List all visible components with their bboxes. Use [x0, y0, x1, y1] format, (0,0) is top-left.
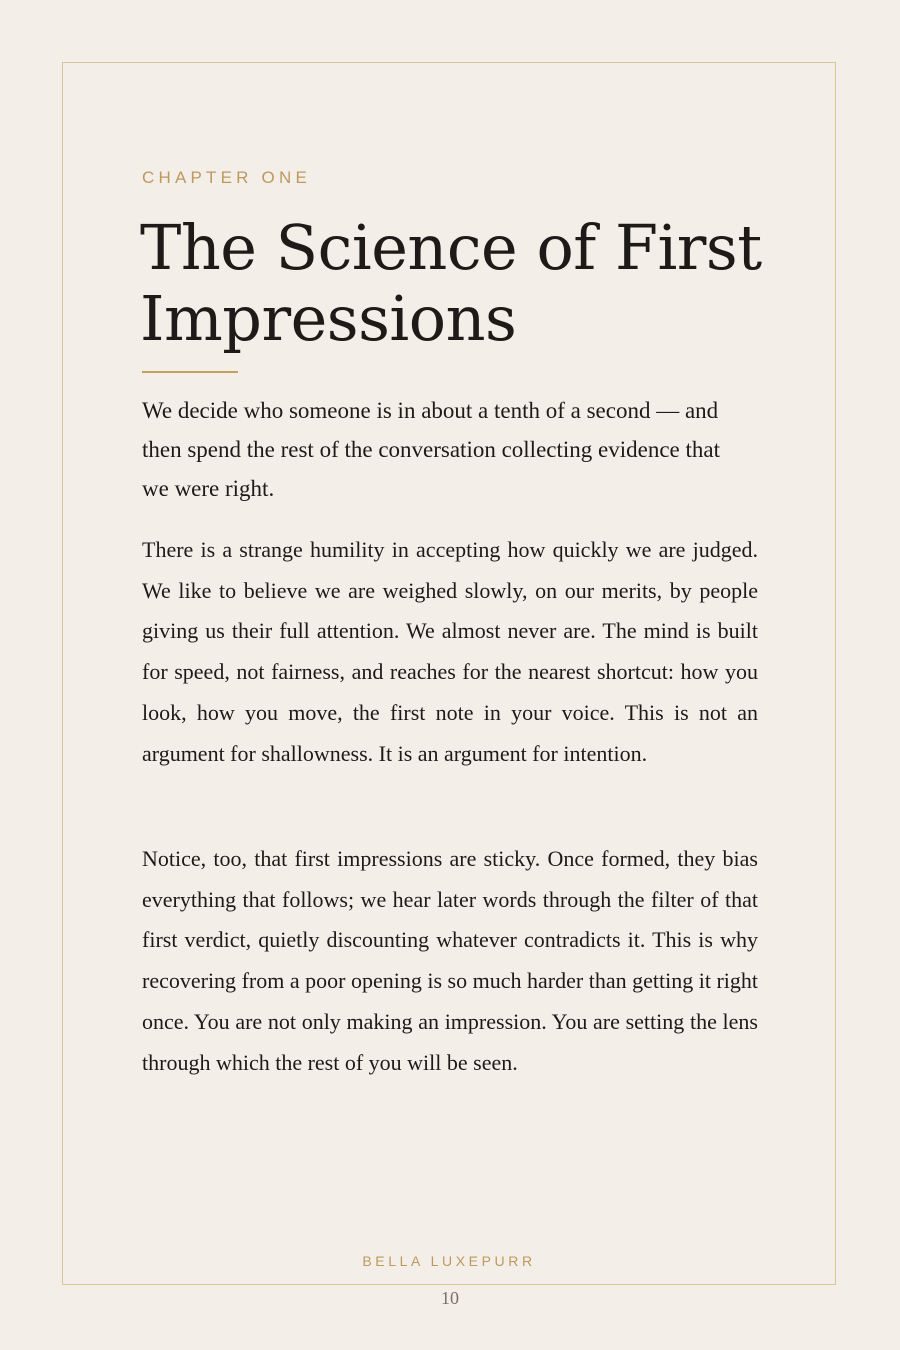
title-divider — [142, 371, 238, 373]
body-paragraph: There is a strange humility in accepting how quickly we are judged. We like to believe we are weighed slowly, on our merits, by people giving us their full attention. We almost never are. The mind is built for speed, not fairness, and reaches for the nearest shortcut: how you look, how you move, the first note in your voice. This is not an argument for shallowness. It is an argument for intention. — [142, 537, 758, 766]
chapter-label: CHAPTER ONE — [142, 168, 311, 187]
chapter-title-line-2: Impressions — [140, 282, 517, 355]
page-number: 10 — [441, 1288, 459, 1308]
author-footer: BELLA LUXEPURR — [362, 1253, 536, 1269]
chapter-title-line-1: The Science of First — [140, 211, 762, 284]
lede-paragraph: We decide who someone is in about a tenth of a second — and then spend the rest of the conversation collecting evidence that we were right. — [142, 398, 720, 501]
body-paragraph: Notice, too, that first impressions are sticky. Once formed, they bias everything that follows; we hear later words through the filter of that first verdict, quietly discounting whatever contradicts it. This is why recovering from a poor opening is so much harder than getting it right once. You are not only making an impression. You are setting the lens through which the rest of you will be seen. — [142, 846, 758, 1075]
chapter-title — [140, 212, 780, 354]
